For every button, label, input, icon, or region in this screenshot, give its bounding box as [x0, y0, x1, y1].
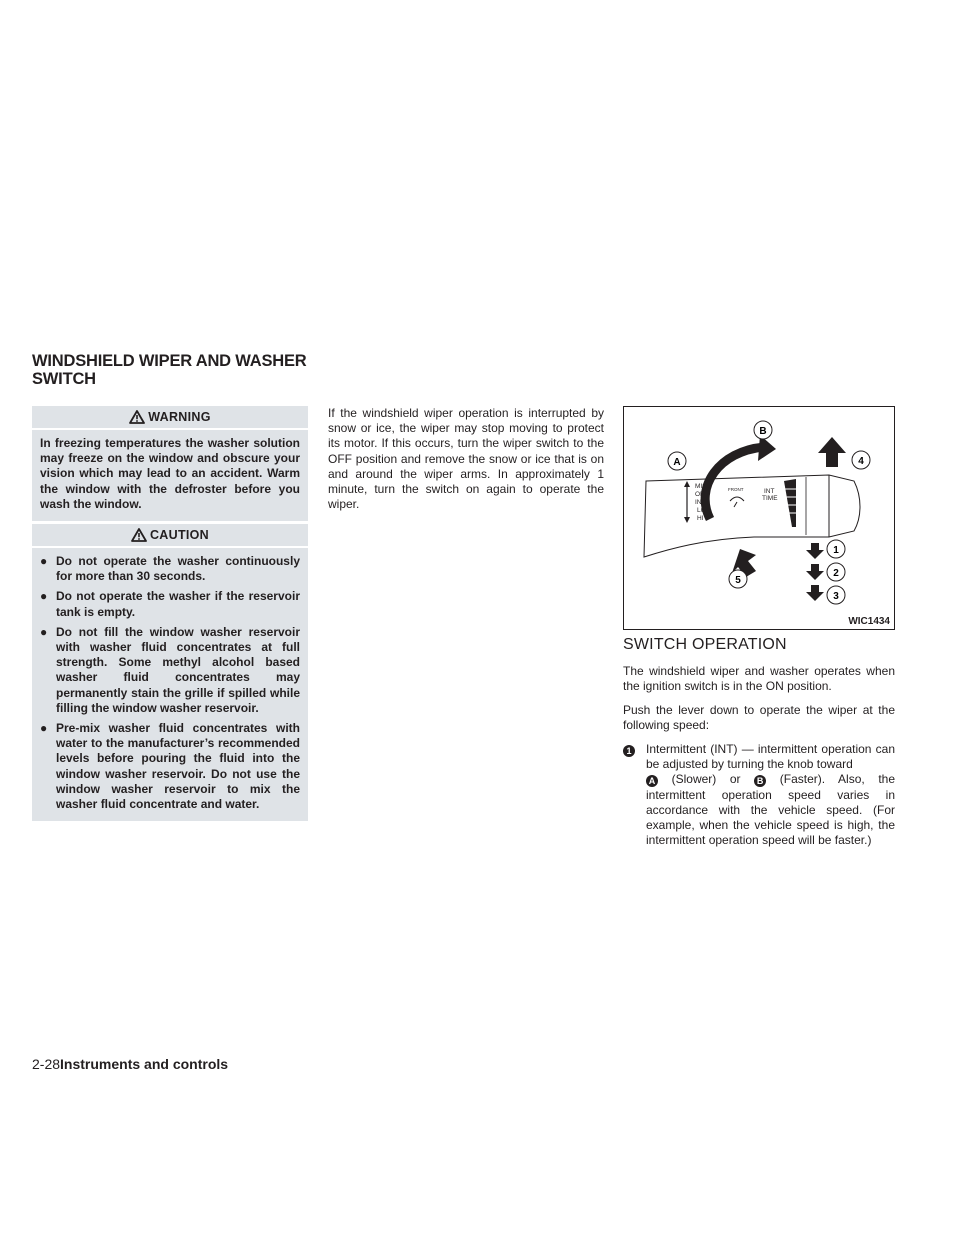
caution-list	[32, 548, 308, 821]
warning-box	[32, 406, 308, 521]
svg-text:3: 3	[833, 591, 839, 602]
int-time-label-1: INT	[764, 488, 775, 495]
ref-b-badge: B	[754, 775, 766, 787]
footer-section: Instruments and controls	[60, 1056, 229, 1072]
svg-text:5: 5	[735, 575, 741, 586]
caution-item: ● Do not operate the washer continuously for more than 30 seconds.	[40, 554, 300, 584]
svg-text:4: 4	[858, 456, 864, 467]
section-title: WINDSHIELD WIPER AND WASHER SWITCH	[32, 352, 307, 388]
svg-text:A: A	[673, 457, 681, 468]
bullet: ●	[40, 624, 48, 639]
up-arrow	[818, 437, 846, 467]
figure-code: WIC1434	[848, 616, 890, 627]
caution-header	[32, 524, 308, 548]
switch-label-int: INT	[695, 499, 706, 506]
caution-triangle-icon	[131, 528, 147, 542]
warning-text: In freezing temperatures the washer solution may freeze on the window and obscure your vision which may lead to an accident. Warm the window with the defroster before you wash the window.	[40, 436, 300, 511]
switch-operation-title: SWITCH OPERATION	[623, 636, 787, 653]
caution-box	[32, 524, 308, 821]
switch-label-hi: HI	[697, 515, 704, 522]
switch-operation-para2: Push the lever down to operate the wiper at the following speed:	[623, 703, 895, 733]
switch-label-mist: MIST	[695, 483, 711, 490]
front-label: FRONT	[728, 487, 744, 492]
svg-text:B: B	[759, 426, 767, 437]
bullet: ●	[40, 589, 48, 604]
speed-item-text: Intermittent (INT) — intermittent operation can be adjusted by turning the knob toward A (Slower) or B (Faster). Also, the intermittent operation speed varies in accordance with the vehicle speed. (For example, when the vehicle speed is high, the intermittent operation speed will be faster.)	[646, 742, 896, 848]
speed-item-1	[623, 742, 895, 848]
switch-label-lo: LO	[697, 507, 706, 514]
caution-item: ● Pre-mix washer fluid concentrates with water to the manufacturer’s recommended levels before pouring the fluid into the window washer reservoir. Do not use the window washer reservoir to mix the washer fluid concentrate and water.	[40, 721, 300, 812]
svg-text:1: 1	[833, 545, 839, 556]
bullet: ●	[40, 721, 48, 736]
warning-label: WARNING	[148, 410, 211, 424]
svg-text:2: 2	[833, 568, 839, 579]
int-time-label-2: TIME	[762, 495, 778, 502]
switch-label-off: OFF	[695, 491, 708, 498]
caution-label: CAUTION	[149, 528, 210, 542]
bullet: ●	[40, 554, 48, 568]
warning-triangle-icon	[129, 410, 145, 424]
wiper-switch-diagram	[624, 407, 894, 629]
down-arrows	[806, 543, 824, 601]
switch-operation-para1: The windshield wiper and washer operates when the ignition switch is in the ON position.	[623, 664, 895, 694]
item-number-badge: 1	[623, 745, 635, 757]
caution-item: ● Do not fill the window washer reservoir with washer fluid concentrates at full strength. Some methyl alcohol based washer fluid concentrates may permanently stain the grille if spilled while filling the window washer reservoir.	[40, 624, 300, 715]
page-footer	[32, 1056, 228, 1072]
page-number: 2-28	[32, 1056, 61, 1072]
ref-a-badge: A	[646, 775, 658, 787]
caution-item: ● Do not operate the washer if the reservoir tank is empty.	[40, 589, 300, 619]
warning-header	[32, 406, 308, 430]
wiper-interruption-text: If the windshield wiper operation is interrupted by snow or ice, the wiper may stop moving to protect its motor. If this occurs, turn the wiper switch to the OFF position and remove the snow or ice that is on and around the wiper arms. In approximately 1 minute, turn the switch on again to operate the wiper.	[328, 406, 604, 512]
wiper-switch-figure	[623, 406, 895, 630]
